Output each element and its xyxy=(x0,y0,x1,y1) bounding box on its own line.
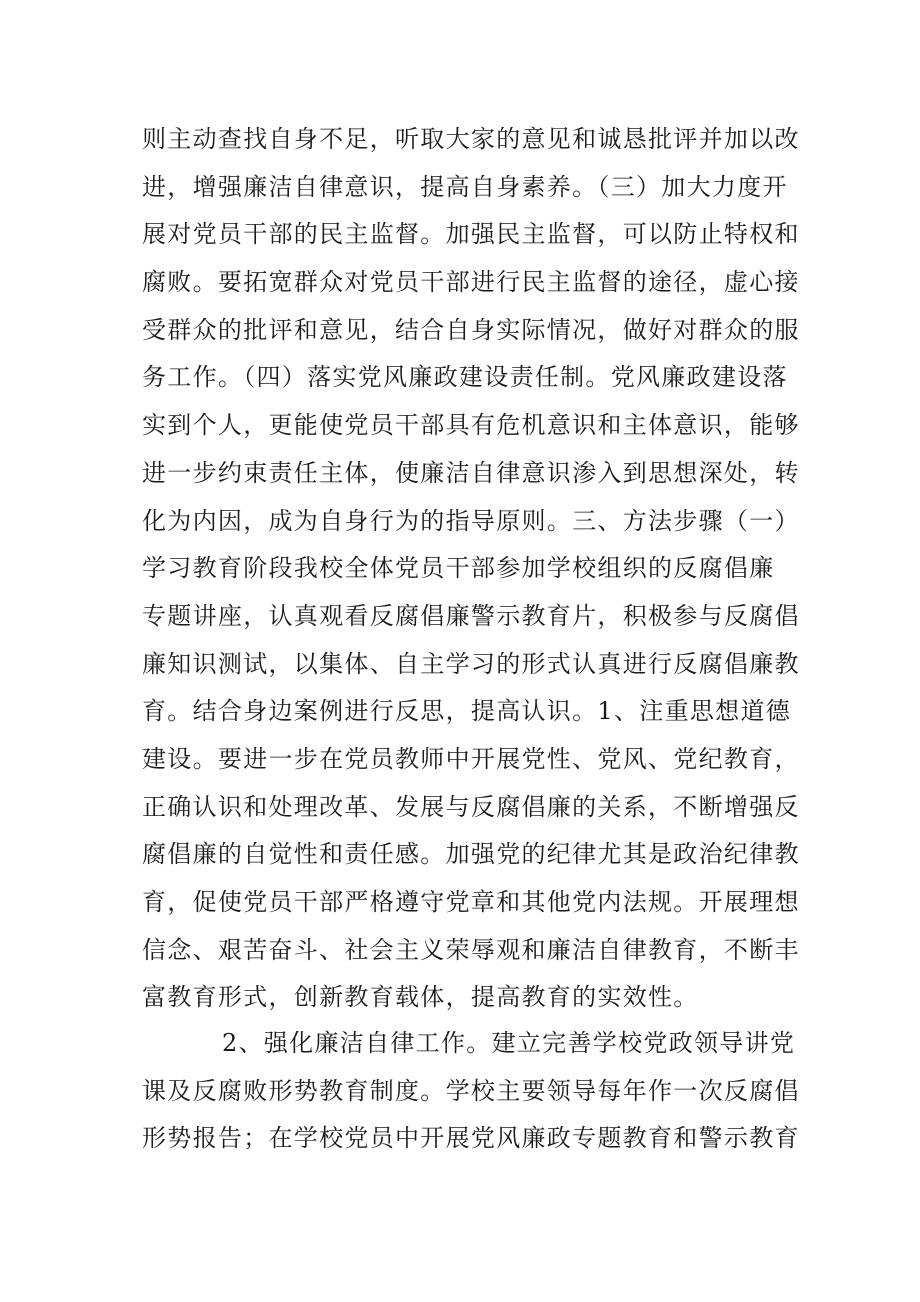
text-line: 展对党员干部的民主监督。加强民主监督，可以防止特权和 xyxy=(142,220,800,249)
text-line: 进，增强廉洁自律意识，提高自身素养。（三）加大力度开 xyxy=(142,172,788,201)
text-line: 务工作。（四）落实党风廉政建设责任制。党风廉政建设落 xyxy=(142,363,788,392)
text-line: 专题讲座，认真观看反腐倡廉警示教育片，积极参与反腐倡 xyxy=(142,601,800,630)
text-line: 受群众的批评和意见，结合自身实际情况，做好对群众的服 xyxy=(142,315,800,344)
text-line: 廉知识测试，以集体、自主学习的形式认真进行反腐倡廉教 xyxy=(142,649,800,678)
text-line: 实到个人，更能使党员干部具有危机意识和主体意识，能够 xyxy=(142,411,800,440)
text-line: 育，促使党员干部严格遵守党章和其他党内法规。开展理想 xyxy=(142,888,800,916)
text-line: 2、强化廉洁自律工作。建立完善学校党政领导讲党 xyxy=(222,1029,796,1057)
text-line: 建设。要进一步在党员教师中开展党性、党风、党纪教育， xyxy=(142,744,800,773)
text-line: 腐败。要拓宽群众对党员干部进行民主监督的途径，虚心接 xyxy=(142,268,800,297)
text-line: 正确认识和处理改革、发展与反腐倡廉的关系，不断增强反 xyxy=(142,792,800,821)
text-line: 进一步约束责任主体，使廉洁自律意识渗入到思想深处，转 xyxy=(142,458,800,487)
text-line: 腐倡廉的自觉性和责任感。加强党的纪律尤其是政治纪律教 xyxy=(142,840,800,869)
text-line: 则主动查找自身不足，听取大家的意见和诚恳批评并加以改 xyxy=(142,125,800,153)
text-line: 育。结合身边案例进行反思，提高认识。1、注重思想道德 xyxy=(142,697,792,726)
text-line: 形势报告；在学校党员中开展党风廉政专题教育和警示教育 xyxy=(142,1124,800,1153)
text-line: 课及反腐败形势教育制度。学校主要领导每年作一次反腐倡 xyxy=(142,1076,800,1105)
body-paragraph-2 xyxy=(142,1020,800,1163)
text-line: 信念、艰苦奋斗、社会主义荣辱观和廉洁自律教育，不断丰 xyxy=(142,935,800,964)
text-line: 学习教育阶段我校全体党员干部参加学校组织的反腐倡廉 xyxy=(142,554,775,583)
text-line: 化为内因，成为自身行为的指导原则。三、方法步骤（一） xyxy=(142,506,800,535)
text-line: 富教育形式，创新教育载体，提高教育的实效性。 xyxy=(142,983,699,1012)
body-paragraph-1 xyxy=(142,116,800,1022)
